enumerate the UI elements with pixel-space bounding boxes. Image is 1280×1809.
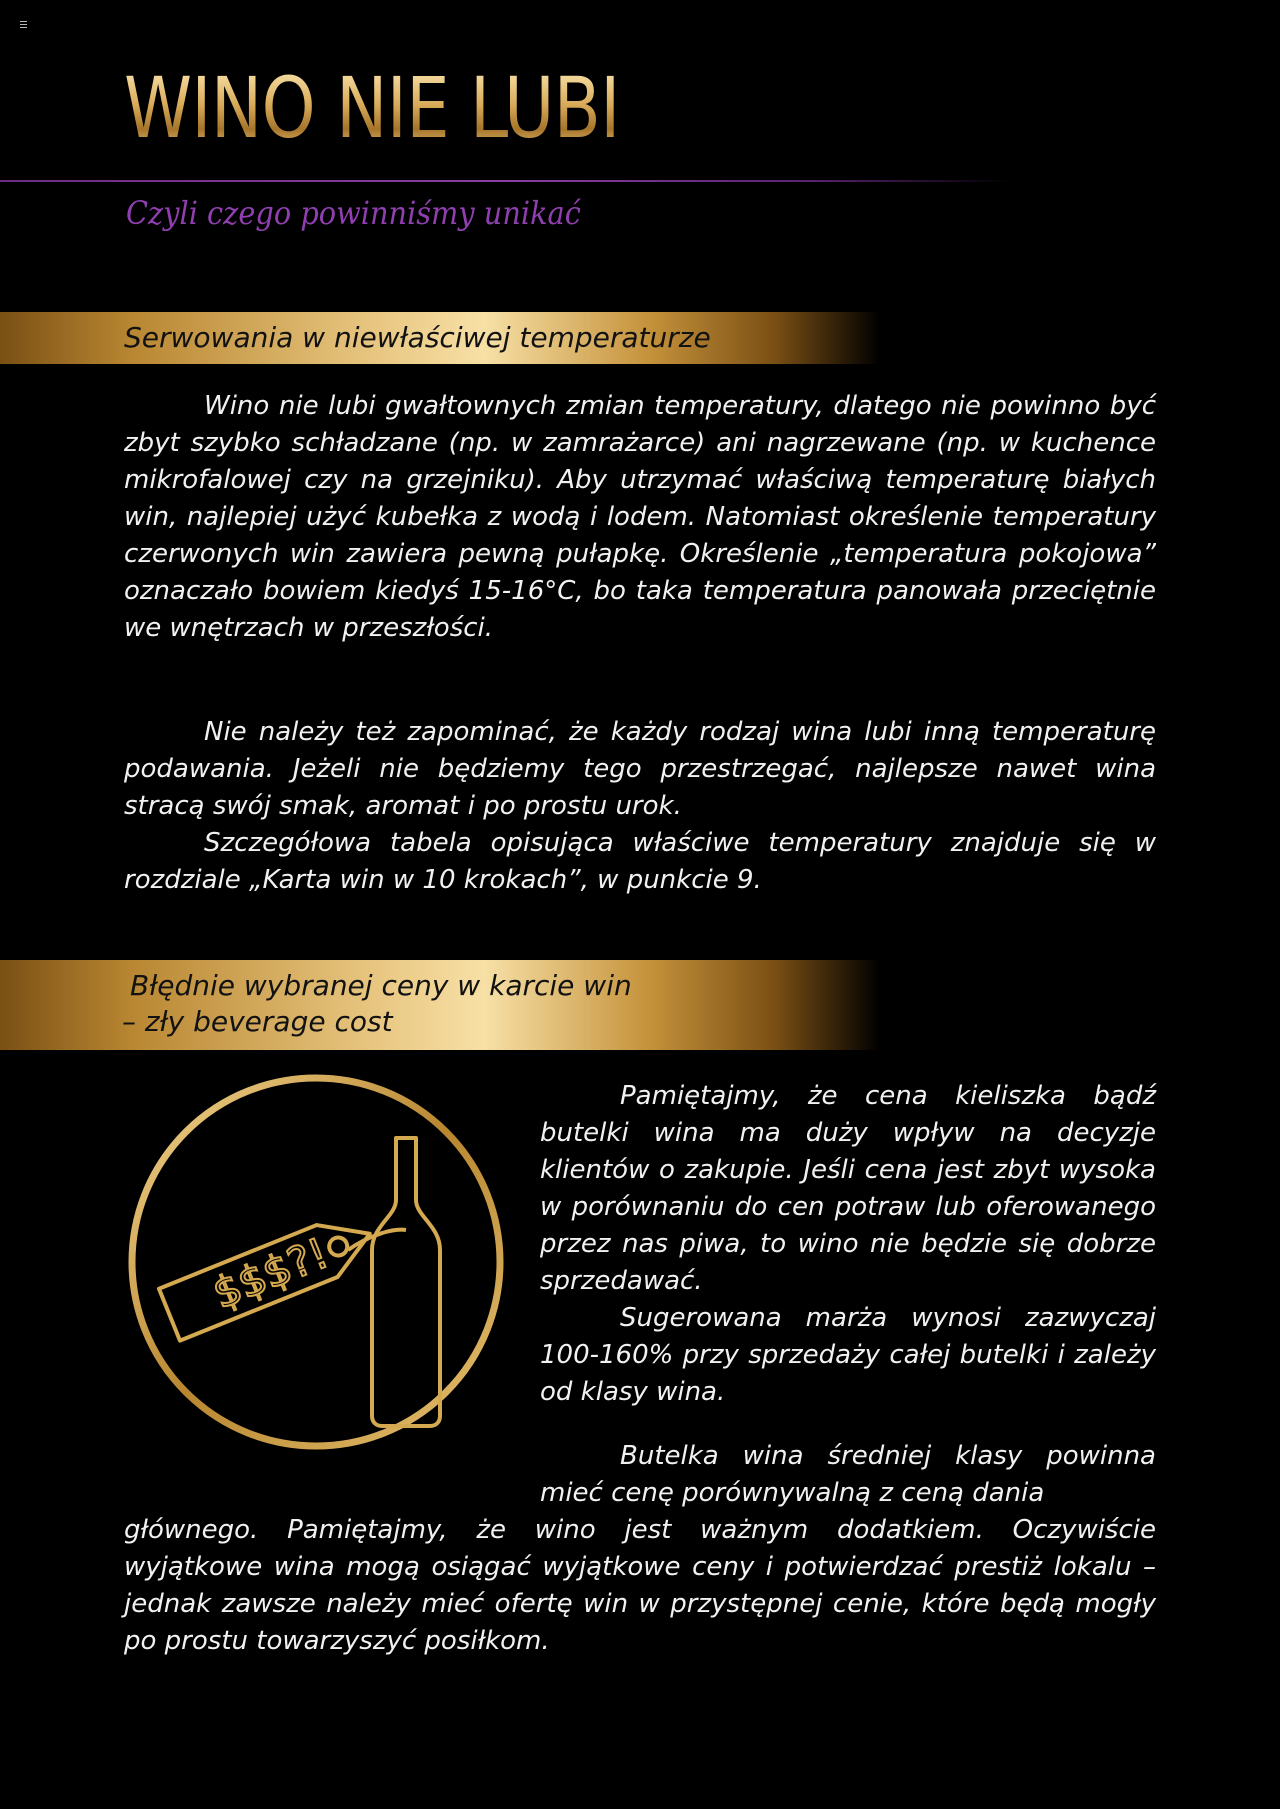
paragraph-price-3	[124, 1512, 1156, 1660]
paragraph-text: Butelka wina średniej klasy powinna mieć cenę porównywalną z ceną dania	[540, 1441, 1156, 1508]
section-heading-temperature: Serwowania w niewłaściwej temperaturze	[124, 321, 711, 354]
page-subtitle: Czyli czego powinniśmy unikać	[126, 194, 581, 232]
paragraph-price-2	[540, 1438, 1156, 1512]
paragraph-temperature-2	[124, 714, 1156, 899]
paragraph-text: Sugerowana marża wynosi zazwyczaj 100-160% przy sprzedaży całej butelki i zależy od klasy wina.	[540, 1303, 1156, 1407]
page-title: WINO NIE LUBI	[124, 59, 620, 157]
price-tag-bottle-icon	[120, 1066, 512, 1458]
menu-icon[interactable]	[20, 21, 27, 28]
section-heading-band-temperature	[0, 312, 880, 364]
paragraph-text: Szczegółowa tabela opisująca właściwe temperatury znajduje się w rozdziale „Karta win w 10 krokach”, w punkcie 9.	[124, 828, 1156, 895]
title-divider	[0, 180, 1010, 182]
section-heading-band-price	[0, 960, 880, 1050]
section-heading-price-line1: Błędnie wybranej ceny w karcie win	[130, 969, 632, 1002]
paragraph-price-1	[540, 1078, 1156, 1411]
paragraph-text: Wino nie lubi gwałtownych zmian temperatury, dlatego nie powinno być zbyt szybko schładzane (np. w zamrażarce) ani nagrzewane (np. w kuchence mikrofalowej czy na grzejniku). Aby utrzymać właściwą temperaturę białych win, najlepiej użyć kubełka z wodą i lodem. Natomiast określenie temperatury czerwonych win zawiera pewną pułapkę. Określenie „temperatura pokojowa” oznaczało bowiem kiedyś 15-16°C, bo taka temperatura panowała przeciętnie we wnętrzach w przeszłości.	[124, 391, 1156, 643]
tag-text: $$$?!	[206, 1228, 336, 1319]
section-heading-price-line2: – zły beverage cost	[122, 1005, 393, 1038]
paragraph-text: Pamiętajmy, że cena kieliszka bądź butelki wina ma duży wpływ na decyzje klientów o zakupie. Jeśli cena jest zbyt wysoka w porównaniu do cen potraw lub oferowanego przez nas piwa, to wino nie będzie się dobrze sprzedawać.	[540, 1081, 1156, 1296]
paragraph-text: głównego. Pamiętajmy, że wino jest ważnym dodatkiem. Oczywiście wyjątkowe wina mogą osiągać wyjątkowe ceny i potwierdzać prestiż lokalu – jednak zawsze należy mieć ofertę win w przystępnej cenie, które będą mogły po prostu towarzyszyć posiłkom.	[124, 1515, 1156, 1656]
paragraph-temperature-1	[124, 388, 1156, 647]
paragraph-text: Nie należy też zapominać, że każdy rodzaj wina lubi inną temperaturę podawania. Jeżeli nie będziemy tego przestrzegać, najlepsze nawet wina stracą swój smak, aromat i po prostu urok.	[124, 717, 1156, 821]
